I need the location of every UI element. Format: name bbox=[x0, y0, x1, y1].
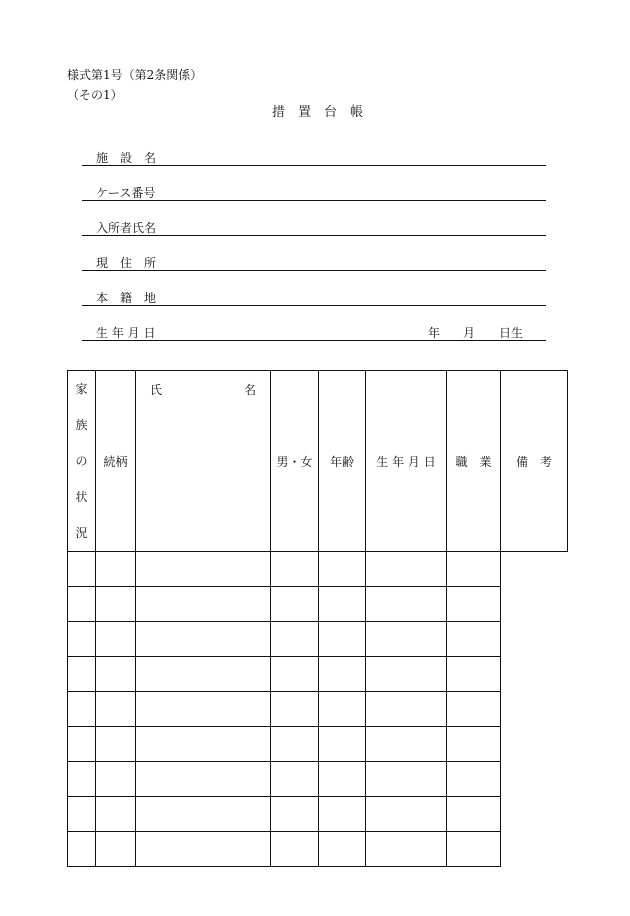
cell-relation[interactable] bbox=[68, 727, 96, 762]
cell-occupation[interactable] bbox=[366, 657, 447, 692]
cell-name[interactable] bbox=[96, 832, 136, 867]
table-row bbox=[68, 727, 568, 762]
cell-age[interactable] bbox=[271, 727, 319, 762]
table-row bbox=[68, 762, 568, 797]
cell-name[interactable] bbox=[96, 552, 136, 587]
cell-relation[interactable] bbox=[68, 762, 96, 797]
cell-remarks[interactable] bbox=[447, 727, 501, 762]
cell-age[interactable] bbox=[271, 832, 319, 867]
cell-remarks[interactable] bbox=[447, 762, 501, 797]
cell-name[interactable] bbox=[96, 622, 136, 657]
cell-birth-date[interactable] bbox=[319, 762, 366, 797]
table-row bbox=[68, 832, 568, 867]
header-occupation: 職 業 bbox=[447, 371, 501, 552]
cell-remarks[interactable] bbox=[447, 552, 501, 587]
birth-day-suffix: 日生 bbox=[499, 326, 524, 340]
family-status-table bbox=[67, 370, 568, 867]
cell-birth-date[interactable] bbox=[319, 727, 366, 762]
cell-remarks[interactable] bbox=[447, 622, 501, 657]
cell-sex[interactable] bbox=[136, 587, 271, 622]
cell-age[interactable] bbox=[271, 622, 319, 657]
cell-occupation[interactable] bbox=[366, 552, 447, 587]
field-underline bbox=[82, 270, 546, 271]
field-underline bbox=[82, 340, 546, 341]
cell-age[interactable] bbox=[271, 587, 319, 622]
cell-occupation[interactable] bbox=[366, 727, 447, 762]
header-name bbox=[136, 371, 271, 552]
table-row bbox=[68, 657, 568, 692]
birth-month-suffix: 月 bbox=[463, 326, 476, 340]
cell-relation[interactable] bbox=[68, 657, 96, 692]
cell-relation[interactable] bbox=[68, 622, 96, 657]
side-char: 状 bbox=[75, 490, 88, 504]
cell-sex[interactable] bbox=[136, 832, 271, 867]
cell-occupation[interactable] bbox=[366, 797, 447, 832]
cell-occupation[interactable] bbox=[366, 832, 447, 867]
header-relation: 続柄 bbox=[96, 371, 136, 552]
cell-relation[interactable] bbox=[68, 832, 96, 867]
cell-remarks[interactable] bbox=[447, 587, 501, 622]
cell-sex[interactable] bbox=[136, 657, 271, 692]
table-row bbox=[68, 797, 568, 832]
cell-age[interactable] bbox=[271, 762, 319, 797]
cell-sex[interactable] bbox=[136, 727, 271, 762]
cell-birth-date[interactable] bbox=[319, 657, 366, 692]
field-label: ケース番号 bbox=[96, 186, 156, 200]
table-row bbox=[68, 587, 568, 622]
cell-birth-date[interactable] bbox=[319, 692, 366, 727]
cell-relation[interactable] bbox=[68, 587, 96, 622]
table-header-row bbox=[68, 371, 568, 552]
cell-birth-date[interactable] bbox=[319, 587, 366, 622]
cell-remarks[interactable] bbox=[447, 832, 501, 867]
cell-name[interactable] bbox=[96, 727, 136, 762]
cell-occupation[interactable] bbox=[366, 587, 447, 622]
form-sub-number: （その1） bbox=[67, 88, 123, 102]
header-birth-date: 生 年 月 日 bbox=[366, 371, 447, 552]
field-underline bbox=[82, 305, 546, 306]
header-age: 年齢 bbox=[319, 371, 366, 552]
cell-age[interactable] bbox=[271, 692, 319, 727]
cell-sex[interactable] bbox=[136, 692, 271, 727]
cell-sex[interactable] bbox=[136, 622, 271, 657]
field-label: 本 籍 地 bbox=[96, 291, 157, 305]
side-char: の bbox=[75, 454, 88, 468]
header-sex: 男・女 bbox=[271, 371, 319, 552]
side-char: 家 bbox=[75, 382, 88, 396]
field-underline bbox=[82, 165, 546, 166]
field-underline bbox=[82, 200, 546, 201]
cell-birth-date[interactable] bbox=[319, 797, 366, 832]
cell-occupation[interactable] bbox=[366, 762, 447, 797]
cell-age[interactable] bbox=[271, 552, 319, 587]
cell-name[interactable] bbox=[96, 657, 136, 692]
header-remarks: 備 考 bbox=[501, 371, 568, 552]
cell-birth-date[interactable] bbox=[319, 622, 366, 657]
side-char: 族 bbox=[75, 418, 88, 432]
cell-remarks[interactable] bbox=[447, 657, 501, 692]
field-label: 生 年 月 日 bbox=[96, 326, 156, 340]
page-title: 措 置 台 帳 bbox=[272, 105, 364, 120]
cell-remarks[interactable] bbox=[447, 692, 501, 727]
cell-relation[interactable] bbox=[68, 692, 96, 727]
header-name-family: 氏 bbox=[150, 383, 163, 397]
cell-name[interactable] bbox=[96, 762, 136, 797]
form-number: 様式第1号（第2条関係） bbox=[67, 68, 203, 82]
table-row bbox=[68, 552, 568, 587]
cell-name[interactable] bbox=[96, 692, 136, 727]
field-label: 現 住 所 bbox=[96, 256, 157, 270]
cell-relation[interactable] bbox=[68, 797, 96, 832]
cell-occupation[interactable] bbox=[366, 692, 447, 727]
table-row bbox=[68, 622, 568, 657]
field-label: 施 設 名 bbox=[96, 151, 157, 165]
side-char: 況 bbox=[75, 526, 88, 540]
field-label: 入所者氏名 bbox=[96, 221, 157, 235]
cell-sex[interactable] bbox=[136, 552, 271, 587]
cell-sex[interactable] bbox=[136, 797, 271, 832]
cell-occupation[interactable] bbox=[366, 622, 447, 657]
cell-name[interactable] bbox=[96, 797, 136, 832]
cell-age[interactable] bbox=[271, 657, 319, 692]
header-name-given: 名 bbox=[243, 383, 256, 397]
cell-name[interactable] bbox=[96, 587, 136, 622]
table-row bbox=[68, 692, 568, 727]
side-label-chars bbox=[68, 371, 95, 551]
cell-remarks[interactable] bbox=[447, 797, 501, 832]
cell-birth-date[interactable] bbox=[319, 832, 366, 867]
field-underline bbox=[82, 235, 546, 236]
family-status-side-label bbox=[68, 371, 96, 552]
birth-year-suffix: 年 bbox=[428, 326, 441, 340]
cell-age[interactable] bbox=[271, 797, 319, 832]
cell-relation[interactable] bbox=[68, 552, 96, 587]
cell-sex[interactable] bbox=[136, 762, 271, 797]
cell-birth-date[interactable] bbox=[319, 552, 366, 587]
